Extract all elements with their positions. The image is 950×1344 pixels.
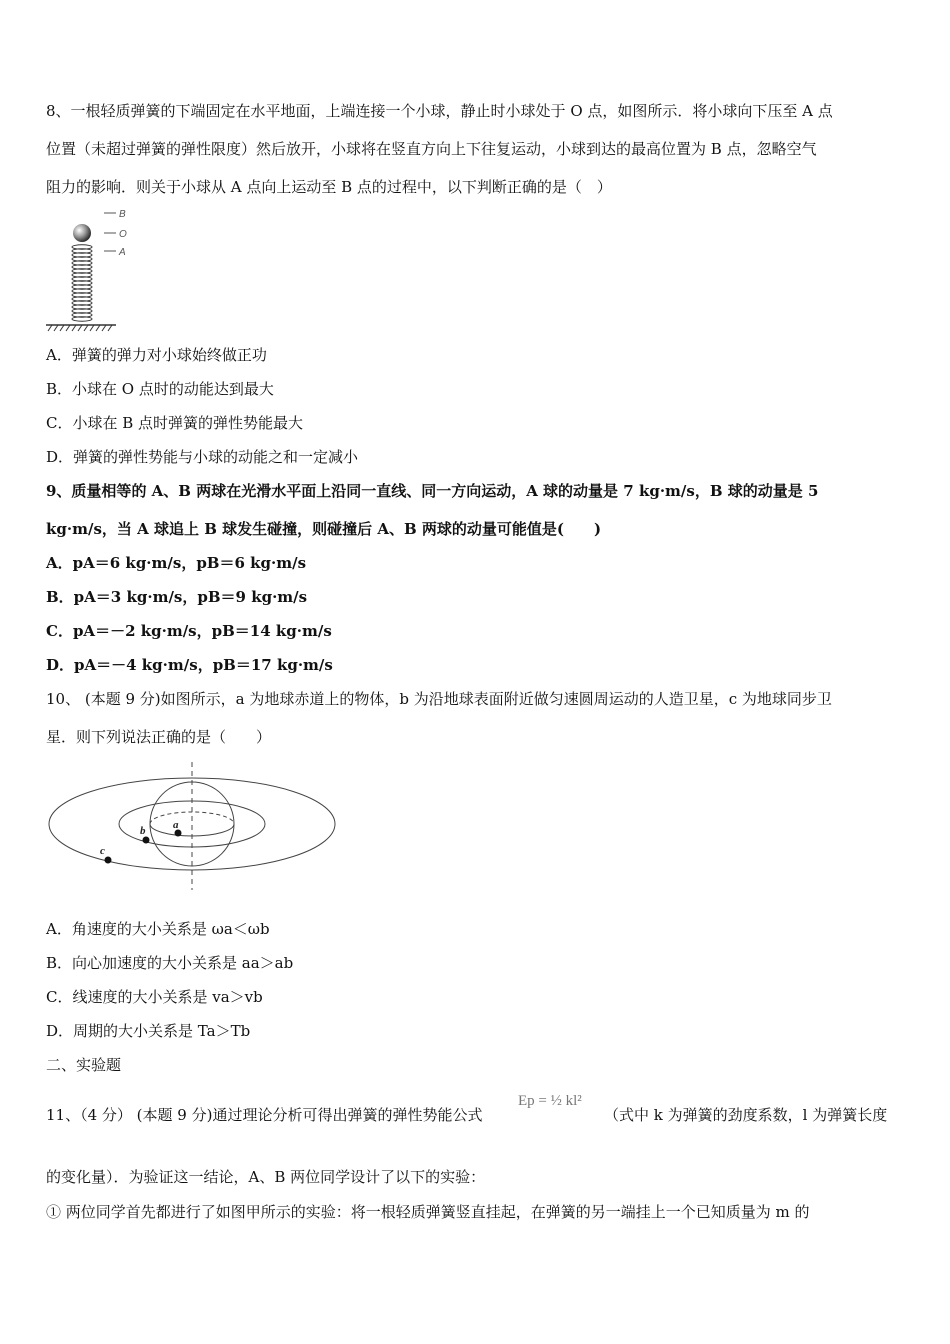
q8-option-a: A．弹簧的弹力对小球始终做正功 [46, 346, 267, 364]
q8-text-line3: 阻力的影响．则关于小球从 A 点向上运动至 B 点的过程中，以下判断正确的是（ ） [46, 178, 612, 196]
q10-option-a: A．角速度的大小关系是 ωa＜ωb [46, 920, 270, 938]
label-O: O [119, 229, 127, 240]
earth-orbit-figure [44, 760, 344, 895]
q11-text-line3: ① 两位同学首先都进行了如图甲所示的实验：将一根轻质弹簧竖直挂起，在弹簧的另一端挂上一个已知质量为 m 的 [46, 1203, 810, 1221]
point-b [143, 837, 150, 844]
q10-text-line2: 星．则下列说法正确的是（ ） [46, 728, 272, 746]
q10-option-b: B．向心加速度的大小关系是 aa＞ab [46, 954, 294, 972]
q9-text-line1: 9、质量相等的 A、B 两球在光滑水平面上沿同一直线、同一方向运动，A 球的动量是 7 kg·m/s，B 球的动量是 5 [46, 482, 819, 500]
q9-option-d: D．pA＝－4 kg·m/s，pB＝17 kg·m/s [46, 656, 333, 674]
q10-option-d: D．周期的大小关系是 Ta＞Tb [46, 1022, 251, 1040]
label-c: c [100, 845, 105, 857]
label-A: A [119, 247, 126, 258]
spring-ball-figure [44, 205, 144, 335]
q9-option-a: A．pA＝6 kg·m/s，pB＝6 kg·m/s [46, 554, 307, 572]
q11-text-line1a: 11、（4 分） (本题 9 分)通过理论分析可得出弹簧的弹性势能公式 [46, 1106, 483, 1124]
q9-option-b: B．pA＝3 kg·m/s，pB＝9 kg·m/s [46, 588, 308, 606]
q8-option-d: D．弹簧的弹性势能与小球的动能之和一定减小 [46, 448, 359, 466]
elastic-energy-formula: Ep = ½ kl² [518, 1093, 582, 1109]
ground-hatch [46, 325, 116, 331]
label-B: B [119, 209, 126, 220]
q8-text-line1: 8、一根轻质弹簧的下端固定在水平地面，上端连接一个小球，静止时小球处于 O 点，如图所示．将小球向下压至 A 点 [46, 102, 833, 120]
q10-text-line1: 10、 (本题 9 分)如图所示，a 为地球赤道上的物体，b 为沿地球表面附近做匀速圆周运动的人造卫星，c 为地球同步卫 [46, 690, 832, 708]
q11-text-line1b: （式中 k 为弹簧的劲度系数，l 为弹簧长度 [604, 1106, 888, 1124]
section-heading: 二、实验题 [46, 1056, 122, 1074]
spring-coil [72, 245, 92, 321]
q9-text-line2: kg·m/s，当 A 球追上 B 球发生碰撞，则碰撞后 A、B 两球的动量可能值是( ) [46, 520, 602, 538]
point-c [105, 857, 112, 864]
label-b: b [140, 825, 146, 837]
ball-icon [73, 224, 91, 242]
q9-option-c: C．pA＝－2 kg·m/s，pB＝14 kg·m/s [46, 622, 332, 640]
q8-text-line2: 位置（未超过弹簧的弹性限度）然后放开，小球将在竖直方向上下往复运动，小球到达的最高位置为 B 点，忽略空气 [46, 140, 817, 158]
q10-option-c: C．线速度的大小关系是 va＞vb [46, 988, 263, 1006]
q11-text-line2: 的变化量）．为验证这一结论，A、B 两位同学设计了以下的实验： [46, 1168, 486, 1186]
q8-option-b: B．小球在 O 点时的动能达到最大 [46, 380, 274, 398]
label-a: a [173, 819, 179, 831]
q8-option-c: C．小球在 B 点时弹簧的弹性势能最大 [46, 414, 304, 432]
